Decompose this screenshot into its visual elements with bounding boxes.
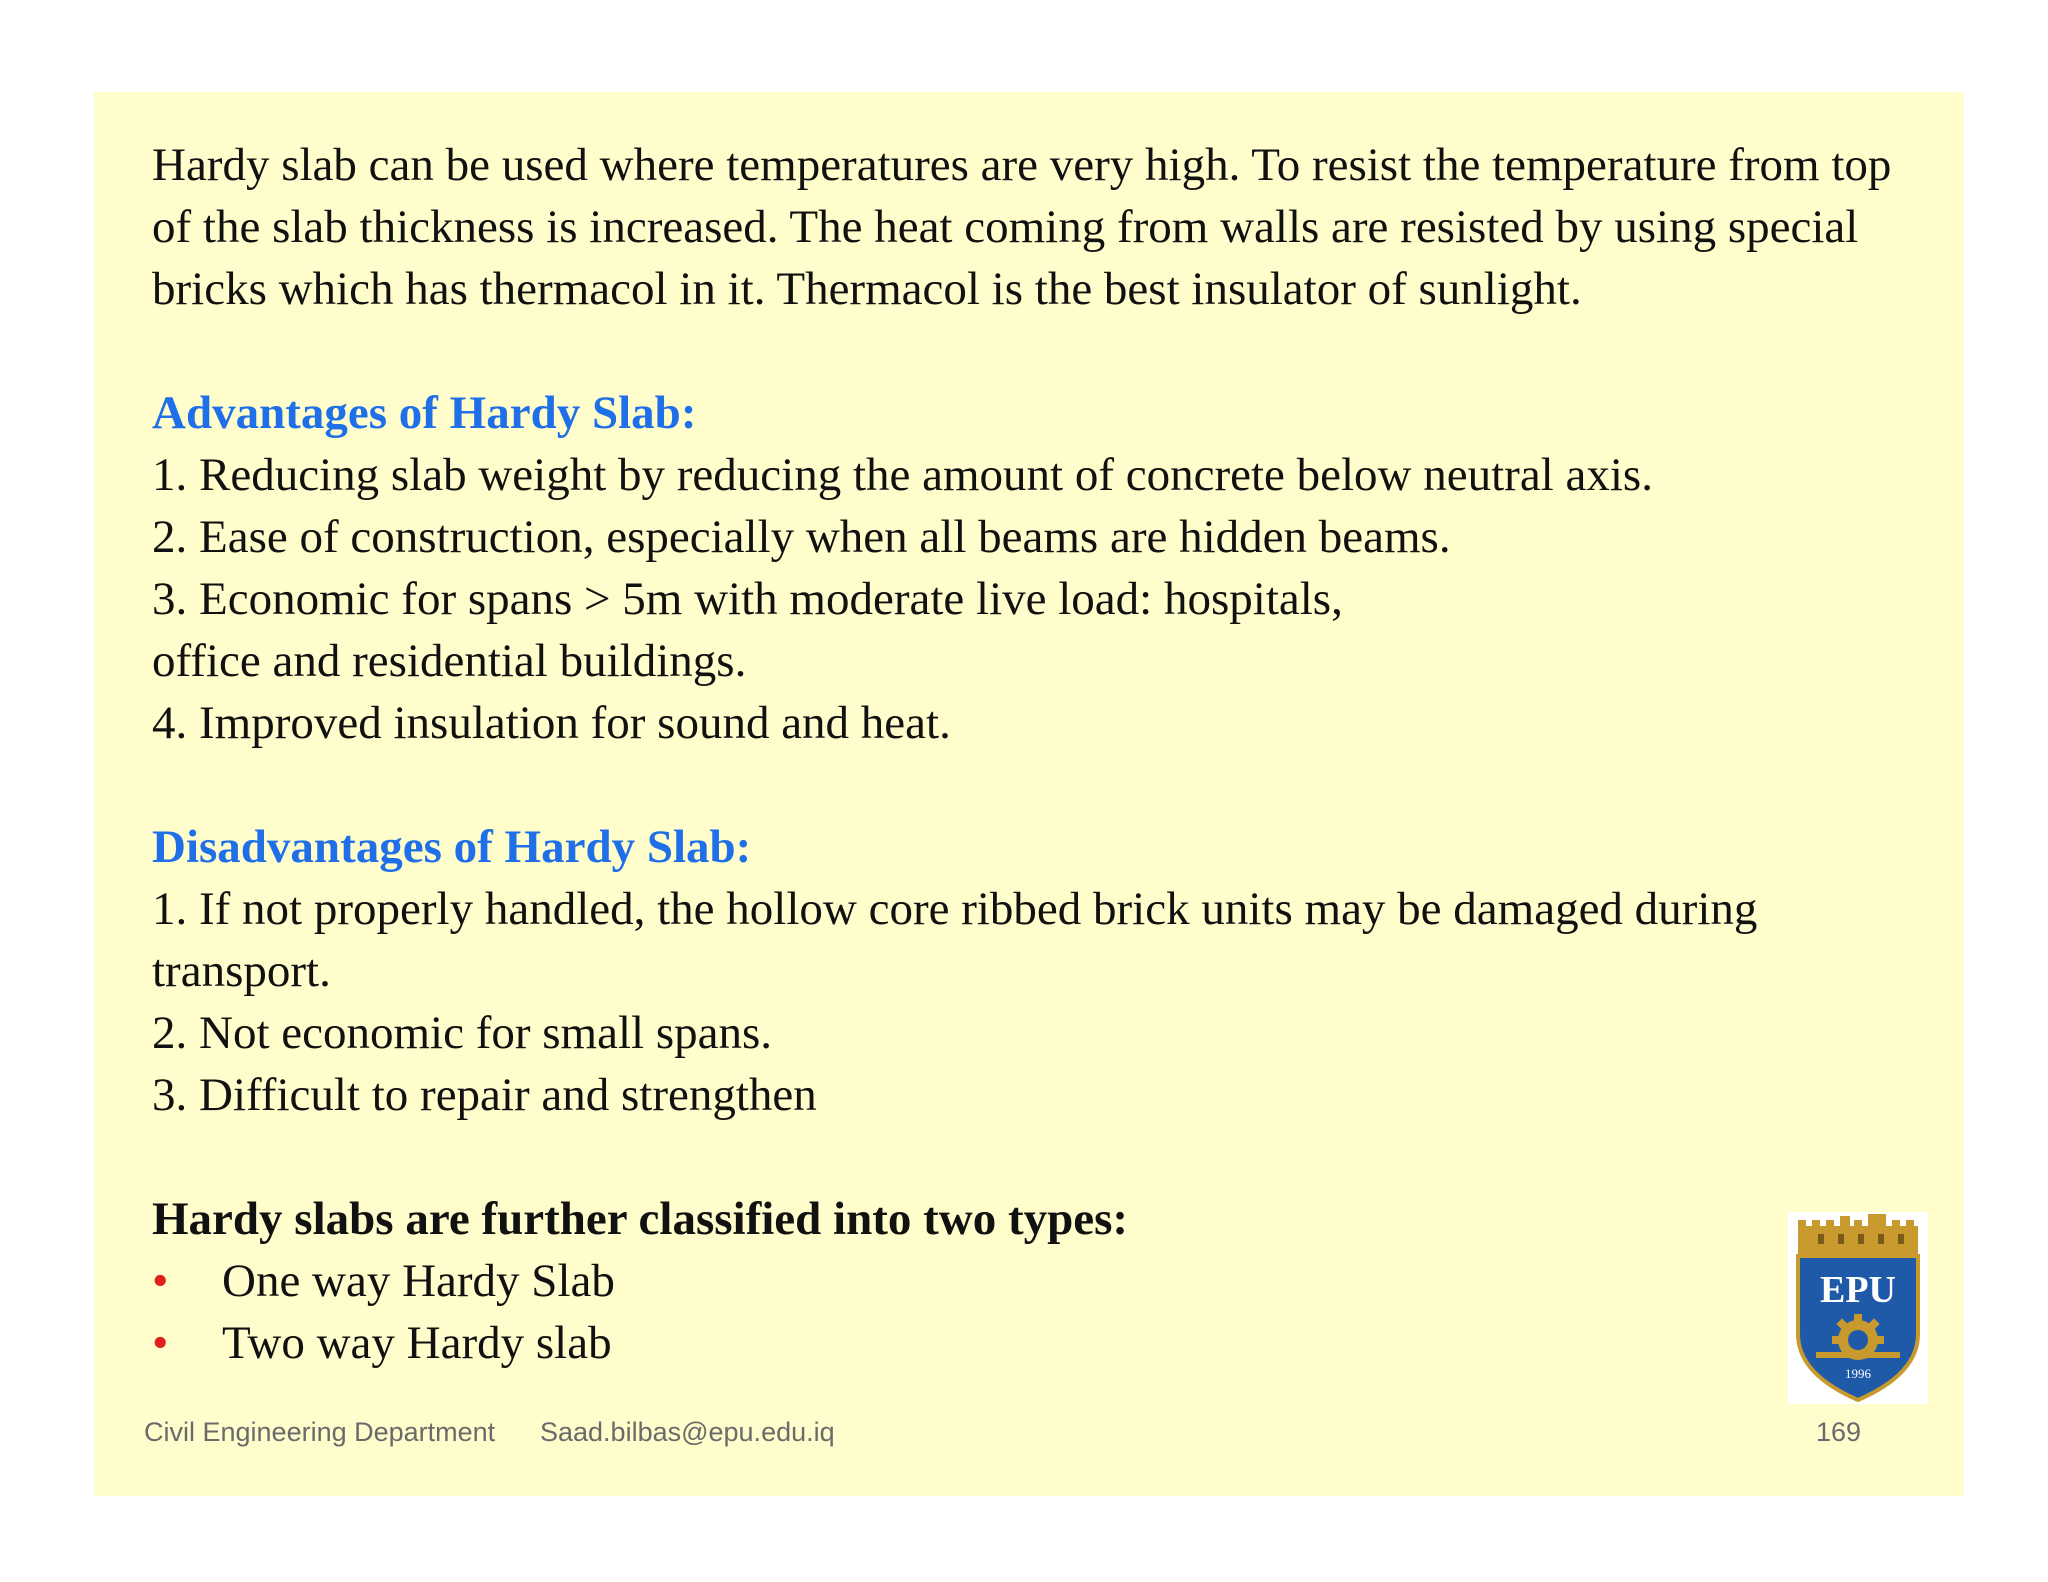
advantage-item: 1. Reducing slab weight by reducing the amount of concrete below neutral axis. [152, 449, 1653, 501]
type-list-item [152, 1250, 1942, 1312]
bullet-icon: • [152, 1317, 169, 1369]
type-label: Two way Hardy slab [222, 1317, 612, 1369]
bullet-icon: • [152, 1255, 169, 1307]
advantage-item: 2. Ease of construction, especially when all beams are hidden beams. [152, 511, 1451, 563]
type-label: One way Hardy Slab [222, 1255, 615, 1307]
disadvantage-item: 1. If not properly handled, the hollow core ribbed brick units may be damaged during transport. [152, 883, 1758, 997]
disadvantage-item: 3. Difficult to repair and strengthen [152, 1069, 817, 1121]
advantage-item: 3. Economic for spans > 5m with moderate live load: hospitals, office and residential buildings. [152, 573, 1343, 687]
footer-department: Civil Engineering Department [144, 1417, 496, 1447]
slide [94, 92, 1964, 1496]
footer-email: Saad.bilbas@epu.edu.iq [540, 1417, 835, 1447]
type-list-item [152, 1312, 1942, 1374]
types-heading: Hardy slabs are further classified into two types: [152, 1193, 1129, 1245]
epu-logo [1788, 1212, 1928, 1404]
slide-content [152, 134, 1942, 1374]
intro-paragraph: Hardy slab can be used where temperatures are very high. To resist the temperature from top of the slab thickness is increased. The heat coming from walls are resisted by using special bricks which has thermacol in it. Thermacol is the best insulator of sunlight. [152, 139, 1892, 315]
advantages-heading: Advantages of Hardy Slab: [152, 387, 697, 439]
advantage-item: 4. Improved insulation for sound and heat. [152, 697, 951, 749]
disadvantage-item: 2. Not economic for small spans. [152, 1007, 773, 1059]
epu-seal-icon [1788, 1212, 1928, 1404]
disadvantages-heading: Disadvantages of Hardy Slab: [152, 821, 752, 873]
page-number: 169 [1816, 1417, 1862, 1447]
logo-year: 1996 [1845, 1366, 1871, 1381]
logo-text: EPU [1820, 1269, 1896, 1311]
